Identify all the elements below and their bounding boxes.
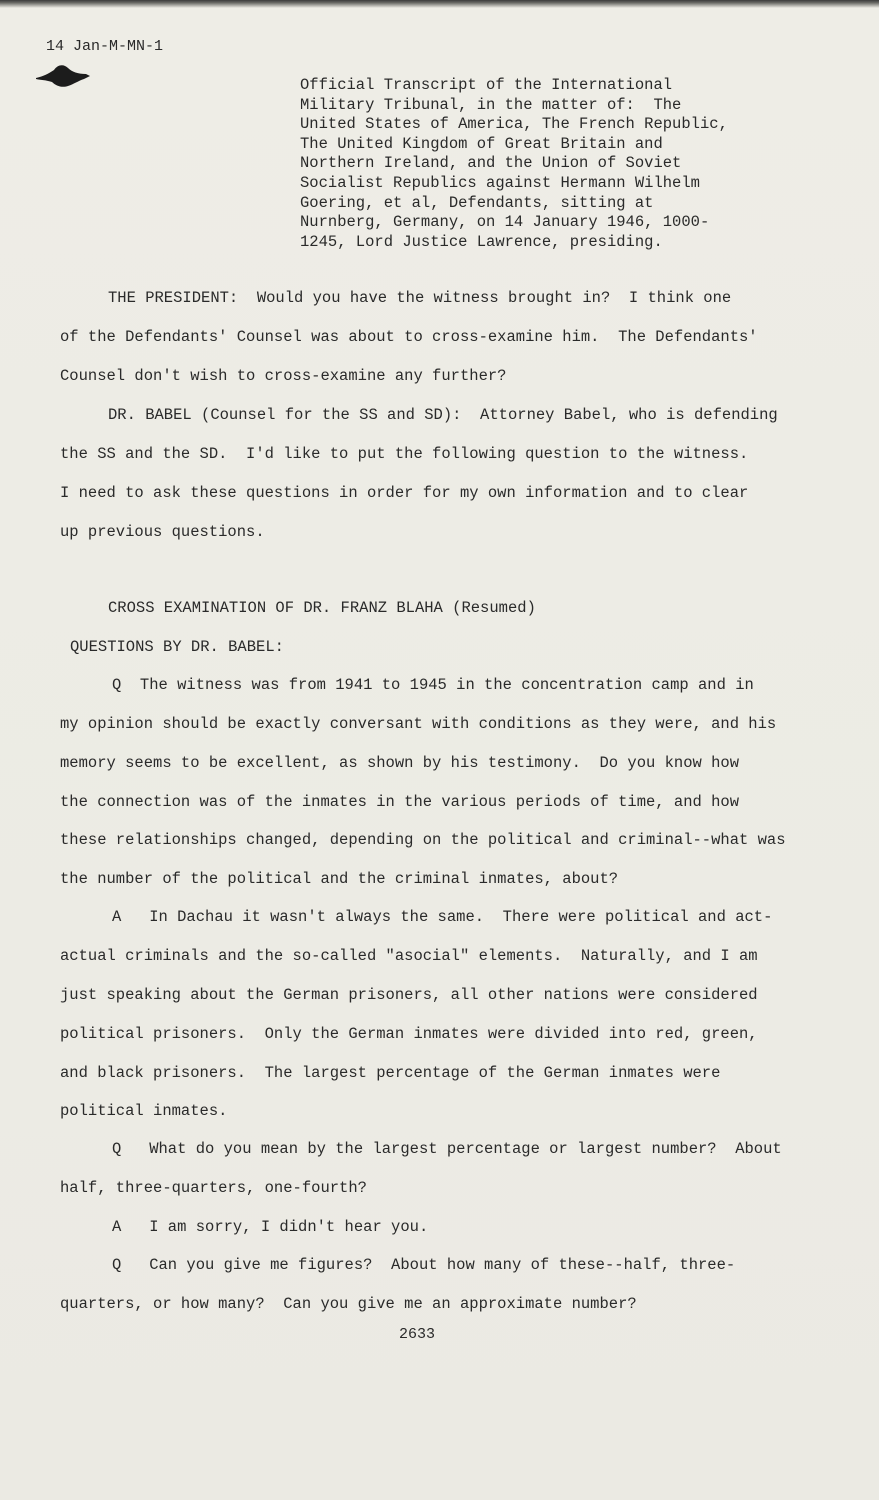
scan-top-edge [0,0,879,8]
body-line: just speaking about the German prisoners, all other nations were considered [60,986,758,1004]
page-number: 2633 [399,1326,436,1343]
body-line: Q The witness was from 1941 to 1945 in the concentration camp and in [112,676,754,694]
body-line: A I am sorry, I didn't hear you. [112,1218,429,1236]
body-line: memory seems to be excellent, as shown by his testimony. Do you know how [60,754,740,772]
body-line: my opinion should be exactly conversant with conditions as they were, and his [60,715,777,733]
body-line: actual criminals and the so-called "asocial" elements. Naturally, and I am [60,947,758,965]
header-line: Military Tribunal, in the matter of: The [300,95,682,114]
body-line: these relationships changed, depending on the political and criminal--what was [60,831,786,849]
header-line: Official Transcript of the International [300,76,673,94]
body-line: A In Dachau it wasn't always the same. There were political and act- [112,908,773,926]
body-line: I need to ask these questions in order for my own information and to clear [60,484,749,502]
header-block [300,76,780,252]
body-line: political inmates. [60,1102,228,1120]
body-line: up previous questions. [60,523,265,541]
body-line: quarters, or how many? Can you give me an approximate number? [60,1295,637,1313]
body-line: and black prisoners. The largest percentage of the German inmates were [60,1064,721,1082]
ink-blot-mark [34,62,92,90]
header-line: Northern Ireland, and the Union of Soviet [300,154,682,173]
body-line: the SS and the SD. I'd like to put the following question to the witness. [60,445,749,463]
header-line: The United Kingdom of Great Britain and [300,134,663,153]
body-line: THE PRESIDENT: Would you have the witness brought in? I think one [108,289,732,307]
body-line: DR. BABEL (Counsel for the SS and SD): Attorney Babel, who is defending [108,406,778,424]
section-heading: CROSS EXAMINATION OF DR. FRANZ BLAHA (Resumed) [108,599,536,617]
body-line: Counsel don't wish to cross-examine any further? [60,367,507,385]
body-line: Q What do you mean by the largest percentage or largest number? About [112,1140,782,1158]
body-line: the connection was of the inmates in the various periods of time, and how [60,793,740,811]
body-line: political prisoners. Only the German inmates were divided into red, green, [60,1025,758,1043]
body-line: Q Can you give me figures? About how many of these--half, three- [112,1256,736,1274]
body-line: the number of the political and the criminal inmates, about? [60,870,619,888]
header-line: United States of America, The French Republic, [300,115,728,134]
header-line: Goering, et al, Defendants, sitting at [300,193,654,212]
header-line: Socialist Republics against Hermann Wilhelm [300,173,700,192]
header-line: Nurnberg, Germany, on 14 January 1946, 1000- [300,213,710,232]
body-line: half, three-quarters, one-fourth? [60,1179,367,1197]
questioner-heading: QUESTIONS BY DR. BABEL: [70,638,284,656]
body-line: of the Defendants' Counsel was about to cross-examine him. The Defendants' [60,328,758,346]
document-id: 14 Jan-M-MN-1 [46,38,164,55]
header-line: 1245, Lord Justice Lawrence, presiding. [300,232,663,251]
